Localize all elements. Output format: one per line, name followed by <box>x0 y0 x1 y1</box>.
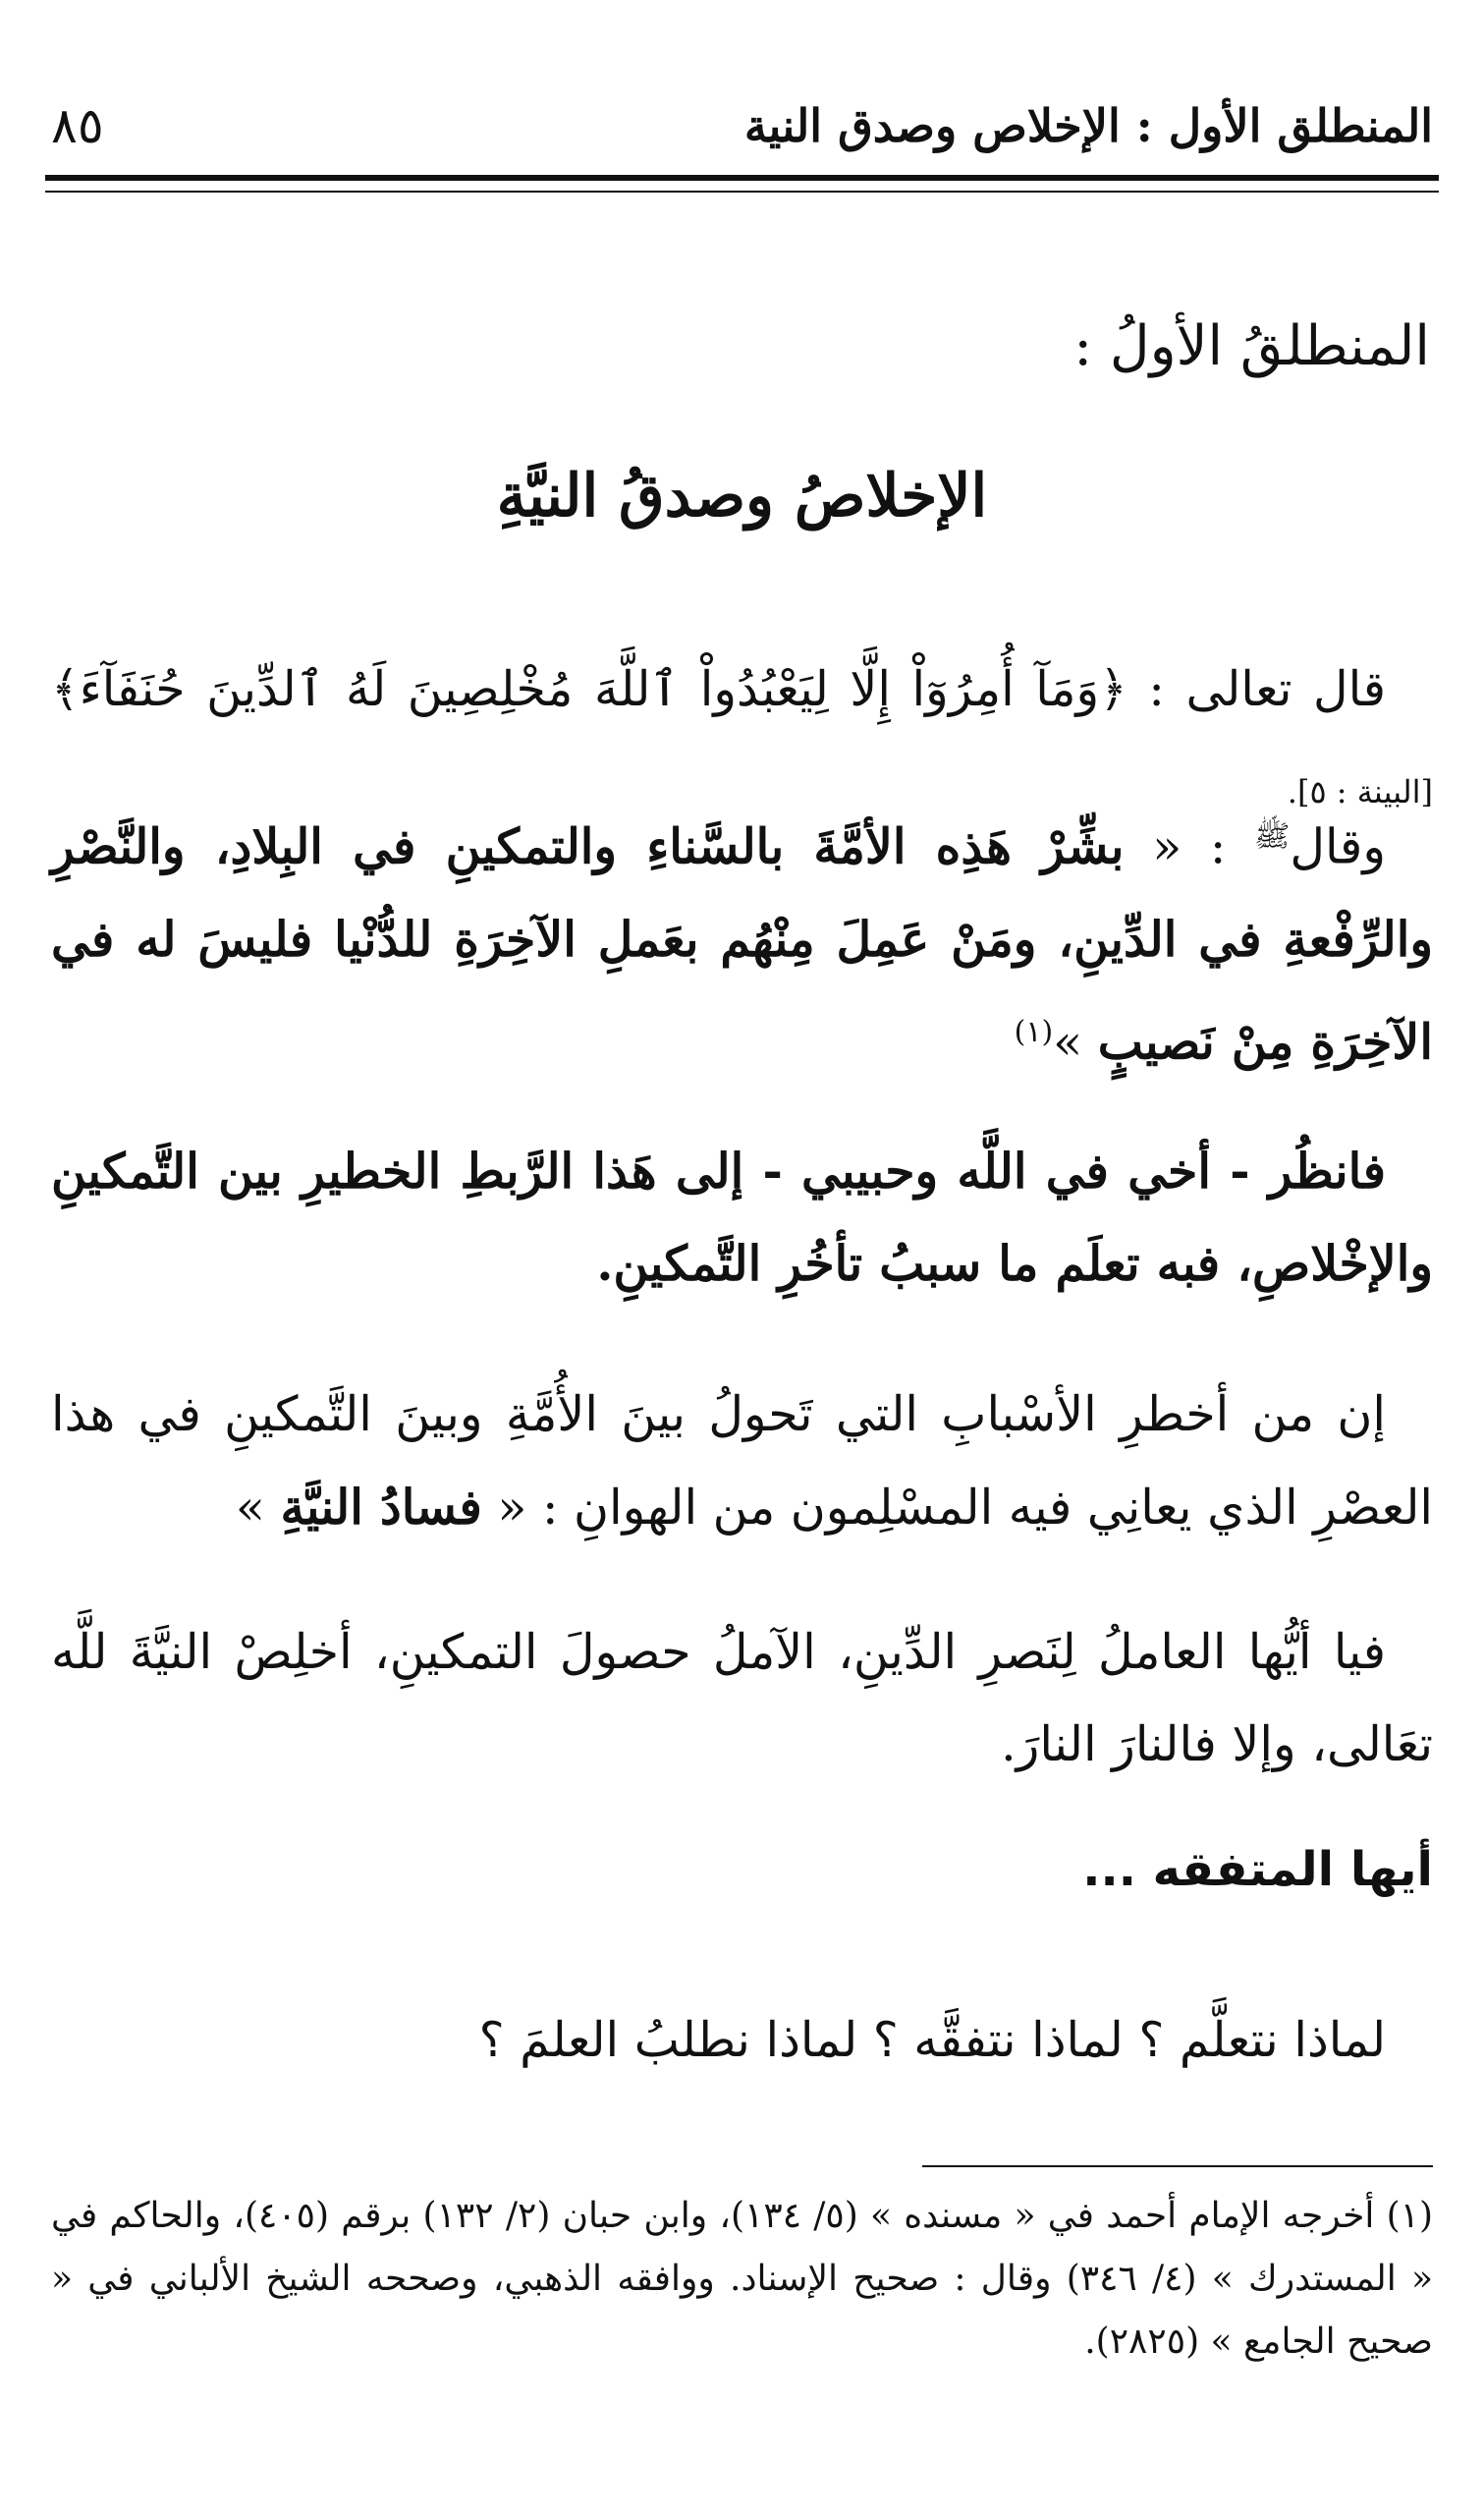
quote-open: : « <box>1124 818 1255 875</box>
hadith-text: بشِّرْ هَذِه الأمَّةَ بالسَّناءِ والتمكينِ في البِلادِ، والنَّصْرِ والرِّفْعةِ في الدِّينِ، ومَنْ عَمِلَ مِنْهُم بعَملِ الآخِرَةِ للدُّنْيا فليسَ له في الآخِرَةِ مِنْ نَصيبٍ <box>51 817 1433 1071</box>
footnote-rule <box>922 2165 1433 2167</box>
causes-close: » <box>235 1480 281 1536</box>
section-title: الإخلاصُ وصدقُ النيَّةِ <box>496 462 988 531</box>
header-rule-thick <box>45 175 1439 181</box>
reflection-text: فانظُر - أخي في اللَّه وحبيبي - إلى هَذا الرَّبطِ الخطيرِ بين التَّمكينِ والإخْلاصِ، فبه تعلَم ما سببُ تأخُرِ التَّمكينِ. <box>51 1143 1433 1292</box>
quote-close: » <box>1053 1014 1098 1071</box>
running-header <box>51 86 1433 165</box>
paragraph-causes <box>51 1369 1433 1554</box>
questions-text: لماذا نتعلَّم ؟ لماذا نتفقَّه ؟ لماذا نطلبُ العلمَ ؟ <box>478 2012 1386 2068</box>
footnote: (١) أخرجه الإمام أحمد في « مسنده » (٥/ ١٣٤)، وابن حبان (٢/ ١٣٢) برقم (٤٠٥)، والحاكم في « المستدرك » (٤/ ٣٤٦) وقال : صحيح الإسناد. ووافقه الذهبي، وصححه الشيخ الألباني في « صحيح الجامع » (٢٨٢٥). <box>51 2196 1434 2362</box>
paragraph-reflection <box>51 1125 1433 1310</box>
verse-citation: [البينة : ٥]. <box>1287 773 1433 811</box>
honorific-symbol: ﷺ <box>1254 819 1291 854</box>
paragraph-hadith <box>51 791 1433 1090</box>
paragraph-questions <box>51 1994 1433 2087</box>
header-rule-thin <box>45 191 1439 193</box>
subheading: أيها المتفقه ... <box>1082 1842 1433 1897</box>
running-title: المنطلق الأول : الإخلاص وصدق النية <box>743 99 1433 152</box>
quran-verse: ﴿وَمَآ أُمِرُوٓاْ إِلَّا لِيَعْبُدُواْ ٱللَّهَ مُخْلِصِينَ لَهُ ٱلدِّينَ حُنَفَآءَ﴾ <box>51 661 1127 717</box>
paragraph-exhortation <box>51 1606 1433 1791</box>
page-number: ٨٥ <box>51 97 104 154</box>
verse-intro: قال تعالى : <box>1127 661 1386 717</box>
causes-bold: فسادُ النيَّةِ <box>280 1479 482 1536</box>
section-label: المنطلقُ الأولُ : <box>1073 314 1430 378</box>
hadith-intro: وقال <box>1290 818 1387 875</box>
causes-text: إن من أخطرِ الأسْبابِ التي تَحولُ بينَ الأُمَّةِ وبينَ التَّمكينِ في هذا العصْرِ الذي يعانِي فيه المسْلِمون من الهوانِ : « <box>51 1386 1433 1536</box>
exhortation-text: فيا أيُّها العاملُ لِنَصرِ الدِّينِ، الآملُ حصولَ التمكينِ، أخلِصْ النيَّةَ للَّه تعَالى، وإلا فالنارَ النارَ. <box>51 1624 1433 1772</box>
footnote-ref[interactable]: (١) <box>1014 1015 1054 1050</box>
